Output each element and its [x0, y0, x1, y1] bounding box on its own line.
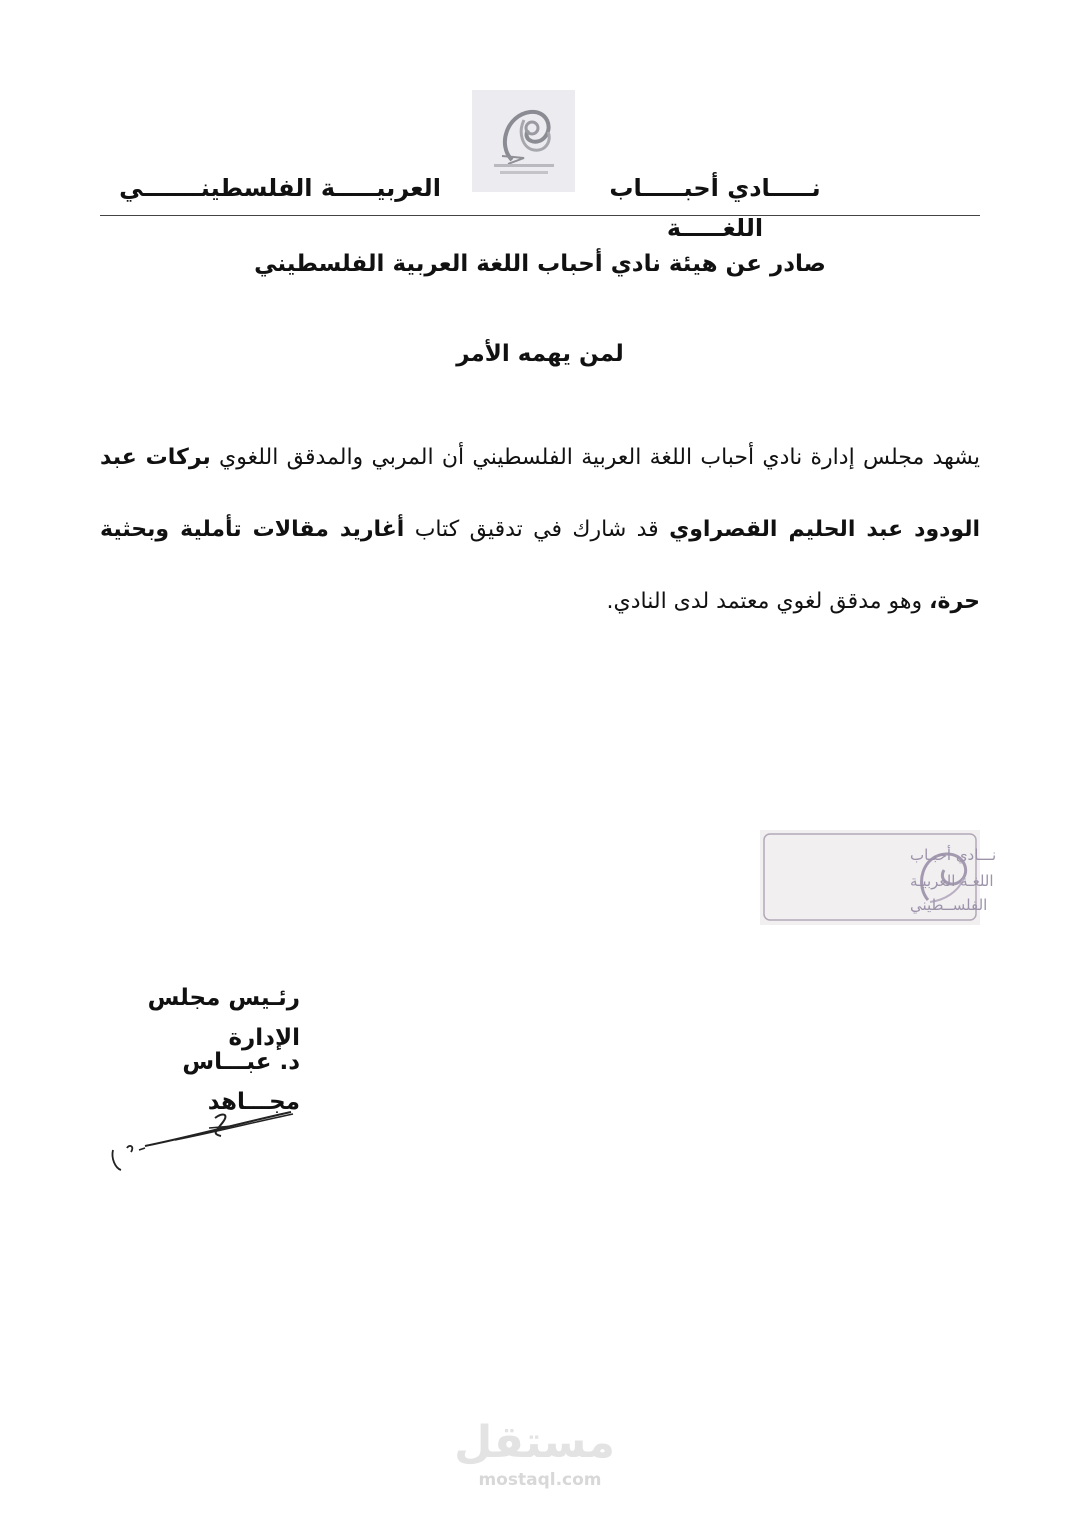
stamp-line-3: الفلســطيني: [910, 896, 988, 914]
handwritten-signature: [105, 1100, 305, 1184]
person-name: بركات عبد الودود عبد الحليم القصراوي: [100, 445, 981, 542]
watermark-latin: mostaql.com: [478, 1470, 602, 1490]
stamp-line-2: اللغـة العربيـة: [910, 872, 994, 890]
header-divider: [100, 215, 980, 216]
club-logo: [472, 90, 575, 192]
club-logo-emblem: [472, 90, 575, 192]
header-title-right: نـــــادي أحبـــــاب اللغـــــة: [609, 174, 821, 242]
certificate-body: [100, 422, 980, 638]
club-stamp: [760, 830, 997, 925]
stamp-line-1: نـــادي أحبـاب: [910, 846, 997, 864]
signer-name: د. عبـــاس مجـــاهد: [182, 1049, 300, 1115]
signer-title: رئـيس مجلس الإدارة: [147, 985, 300, 1051]
issued-by-heading: صادر عن هيئة نادي أحباب اللغة العربية الفلسطيني: [254, 251, 826, 277]
body-text-3: وهو مدقق لغوي معتمد لدى النادي.: [606, 589, 930, 614]
stamp-graphic: [760, 830, 997, 925]
to-whom-heading: لمن يهمه الأمر: [456, 341, 624, 367]
header-title-left: العربيـــــة الفلسطينـــــــي: [119, 174, 441, 202]
book-title: أغاريد مقالات تأملية وبحثية حرة،: [100, 517, 980, 614]
body-text-2: قد شارك في تدقيق كتاب: [404, 517, 670, 542]
body-text-1: يشهد مجلس إدارة نادي أحباب اللغة العربية الفلسطيني أن المربي والمدقق اللغوي: [210, 445, 980, 470]
watermark-arabic: مستقل: [454, 1417, 615, 1468]
